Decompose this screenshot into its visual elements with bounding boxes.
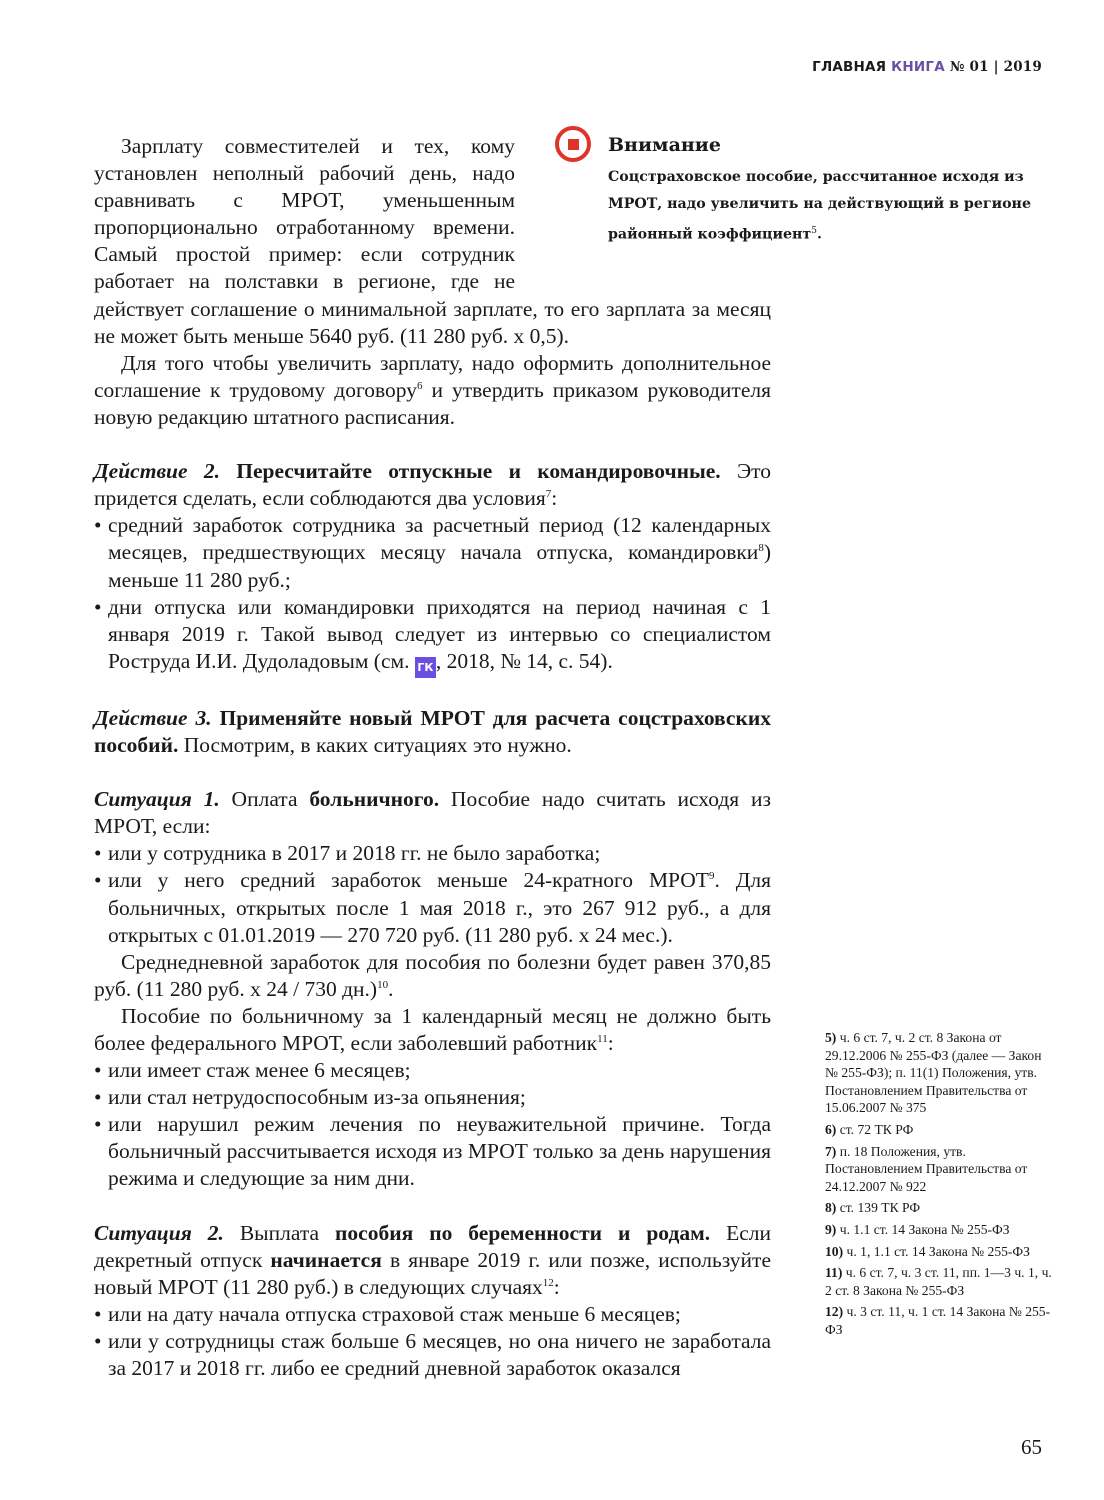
text: Выплата [223, 1220, 336, 1245]
footnote [825, 1143, 1055, 1196]
footnote-text: ч. 1, 1.1 ст. 14 Закона № 255-ФЗ [846, 1243, 1030, 1259]
footnote-number: 12) [825, 1304, 844, 1320]
bold-text: начинается [270, 1247, 382, 1272]
text: : [551, 486, 558, 511]
text: : [607, 1031, 614, 1055]
bold-text: Применяйте новый МРОТ для расчета соцстраховских пособий. [94, 705, 771, 757]
magazine-header [812, 59, 1042, 75]
paragraph [94, 458, 771, 512]
text: Пособие по больничному за 1 календарный месяц не должно быть более федерального МРОТ, если заболевший работник [94, 1003, 771, 1055]
list-item [94, 512, 771, 593]
footnote-ref[interactable]: 11 [597, 1032, 608, 1045]
list-item [94, 594, 771, 678]
footnote-number: 6) [825, 1121, 837, 1137]
section-label: Действие 3. [94, 705, 212, 730]
footnote-text: ч. 3 ст. 11, ч. 1 ст. 14 Закона № 255-ФЗ [825, 1304, 1051, 1337]
bold-text: больничного. [309, 787, 440, 812]
text: ) меньше 11 280 руб.; [108, 540, 771, 592]
page-number: 65 [1021, 1435, 1042, 1459]
footnote-ref[interactable]: 7 [545, 488, 552, 501]
list-item [94, 867, 771, 948]
text: Посмотрим, в каких ситуациях это нужно. [178, 732, 572, 757]
footnotes [825, 1029, 1055, 1343]
footnote-text: ч. 6 ст. 7, ч. 2 ст. 8 Закона от 29.12.2006 № 255-ФЗ (далее — Закон № 255-ФЗ); п. 11(1) Положения, утв. Постановлением Правительства от 15.06.2007 № 375 [825, 1030, 1042, 1116]
section-label: Ситуация 1. [94, 787, 220, 812]
text: или у него средний заработок меньше 24-кратного МРОТ [108, 868, 709, 893]
text: Пособие надо считать исходя из МРОТ, если: [94, 787, 772, 839]
footnote-number: 5) [825, 1030, 837, 1045]
footnote [825, 1121, 1055, 1139]
text: Это придется сделать, если соблюдаются два условия [94, 459, 771, 511]
footnote-text: п. 18 Положения, утв. Постановлением Правительства от 24.12.2007 № 922 [825, 1143, 1028, 1194]
footnote [825, 1303, 1055, 1338]
footnote-ref[interactable]: 9 [708, 870, 715, 883]
section-label: Ситуация 2. [94, 1220, 224, 1245]
gk-journal-icon[interactable]: ГК [415, 657, 436, 678]
footnote [825, 1221, 1055, 1239]
list-item [94, 1301, 771, 1328]
footnote-ref[interactable]: 8 [758, 542, 764, 555]
list-item [94, 1084, 771, 1111]
footnote-number: 9) [825, 1221, 837, 1237]
footnote-number: 11) [825, 1265, 843, 1281]
text: Если декретный отпуск [94, 1220, 771, 1272]
paragraph [94, 1003, 771, 1057]
footnote-text: ч. 1.1 ст. 14 Закона № 255-ФЗ [839, 1221, 1010, 1237]
text: дни отпуска или командировки приходятся на период начиная с 1 января 2019 г. Такой вывод следует из интервью со специалистом Роструда И.И. Дудоладовым (см. [108, 594, 771, 673]
footnote-number: 8) [825, 1200, 837, 1216]
float-spacer [515, 133, 771, 271]
text: . Для больничных, открытых после 1 мая 2018 г., это 267 912 руб., а для открытых с 01.01.2019 — 270 720 руб. (11 280 руб. х 24 мес.). [108, 868, 771, 947]
list-item [94, 840, 771, 867]
bullet-list [94, 512, 771, 677]
text: Для того чтобы увеличить зарплату, надо оформить дополнительное соглашение к трудовому договору [94, 350, 771, 402]
text: или на дату начала отпуска страховой стаж меньше 6 месяцев; [108, 1301, 681, 1326]
text: или у сотрудника в 2017 и 2018 гг. не было заработка; [108, 841, 601, 866]
brand-name-accent: КНИГА [891, 59, 945, 75]
bold-text: Пересчитайте отпускные и командировочные. [219, 459, 721, 484]
footnote-text: ст. 72 ТК РФ [839, 1121, 914, 1137]
text: . [388, 976, 394, 1001]
bullet-list [94, 840, 771, 948]
text: Среднедневной заработок для пособия по болезни будет равен 370,85 руб. (11 280 руб. х 24 / 730 дн.) [94, 949, 771, 1001]
bullet-list [94, 1301, 771, 1382]
text: и утвердить приказом руководителя новую редакцию штатного расписания. [94, 377, 771, 429]
attention-title: Внимание [608, 134, 721, 156]
footnote-ref[interactable]: 6 [416, 379, 423, 392]
paragraph [94, 705, 771, 759]
footnote-number: 7) [825, 1143, 837, 1159]
footnote-number: 10) [825, 1243, 844, 1259]
text: или нарушил режим лечения по неуважительной причине. Тогда больничный рассчитывается исходя из МРОТ только за день нарушения режима и следующие за ним дни. [108, 1112, 771, 1191]
text: , 2018, № 14, с. 54). [435, 648, 613, 673]
text: Зарплату совместителей и тех, кому установлен неполный рабочий день, надо сравнивать с МРОТ, уменьшенным пропорционально отработанному времени. Самый простой пример: если сотрудник работает на полставки в регионе, где не действует соглашение о минимальной зарплате, то его зарплата за месяц не может быть меньше 5640 руб. (11 280 руб. х 0,5). [94, 134, 771, 348]
text: или у сотрудницы стаж больше 6 месяцев, но она ничего не заработала за 2017 и 2018 гг. либо ее средний дневной заработок оказался [108, 1329, 771, 1381]
footnote [825, 1199, 1055, 1217]
list-item [94, 1111, 771, 1192]
text: в январе 2019 г. или позже, используйте новый МРОТ (11 280 руб.) в следующих случаях [94, 1247, 771, 1299]
footnote [825, 1243, 1055, 1261]
footnote [825, 1264, 1055, 1299]
attention-body: Соцстраховское пособие, рассчитанное исходя из МРОТ, надо увеличить на действующий в регионе районный коэффициент [608, 169, 1031, 243]
footnote-ref[interactable]: 12 [542, 1276, 554, 1289]
attention-end: . [816, 226, 822, 243]
footnote-ref[interactable]: 10 [377, 978, 389, 991]
list-item [94, 1057, 771, 1084]
issue-number: № 01 | 2019 [949, 59, 1042, 75]
text: или стал нетрудоспособным из-за опьянения; [108, 1085, 526, 1110]
brand-name: ГЛАВНАЯ [812, 59, 887, 75]
footnote-ref[interactable]: 5 [811, 226, 817, 236]
text: : [553, 1274, 560, 1299]
bullet-list [94, 1057, 771, 1192]
paragraph [94, 949, 771, 1003]
text: или имеет стаж менее 6 месяцев; [108, 1058, 411, 1083]
paragraph [94, 786, 771, 840]
bold-text: пособия по беременности и родам. [335, 1220, 711, 1245]
text: Оплата [219, 787, 310, 812]
paragraph [94, 350, 771, 431]
article-body [94, 133, 771, 1382]
footnote-text: ч. 6 ст. 7, ч. 3 ст. 11, пп. 1—3 ч. 1, ч. 2 ст. 8 Закона № 255-ФЗ [825, 1265, 1052, 1298]
paragraph [94, 1220, 771, 1301]
footnote [825, 1029, 1055, 1117]
section-label: Действие 2. [94, 459, 220, 484]
list-item [94, 1328, 771, 1382]
text: средний заработок сотрудника за расчетный период (12 календарных месяцев, предшествующих месяцу начала отпуска, командировки [108, 513, 771, 565]
footnote-text: ст. 139 ТК РФ [839, 1200, 921, 1216]
